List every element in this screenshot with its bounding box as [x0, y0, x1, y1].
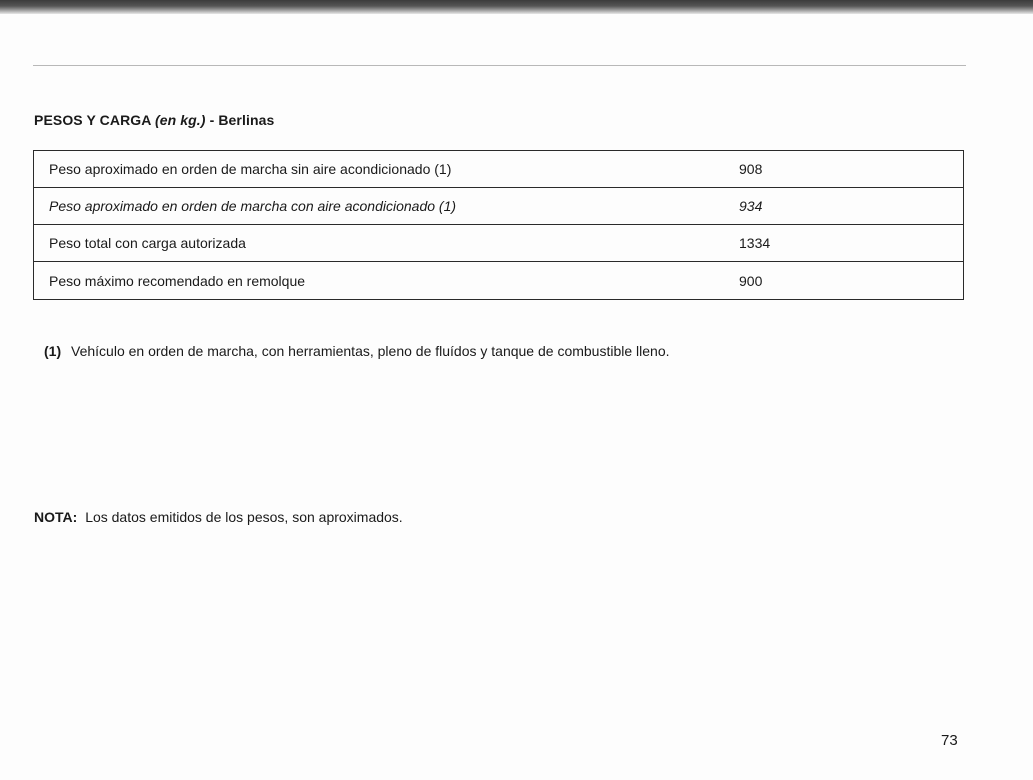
row-value: 1334 [739, 235, 771, 251]
note-text: Los datos emitidos de los pesos, son aproximados. [85, 509, 403, 525]
table-row [34, 151, 963, 188]
row-label: Peso aproximado en orden de marcha sin aire acondicionado (1) [49, 161, 452, 177]
note-label: NOTA: [34, 509, 78, 525]
footnote-marker: (1) [44, 343, 62, 359]
section-title-unit: (en kg.) [154, 112, 206, 128]
table-row [34, 225, 963, 262]
row-value: 934 [739, 198, 763, 214]
header-rule [33, 65, 966, 66]
page-top-edge [0, 0, 1033, 14]
row-value: 908 [739, 161, 763, 177]
page-number: 73 [941, 732, 958, 749]
table-row [34, 188, 963, 225]
note [34, 509, 403, 525]
section-title-main: PESOS Y CARGA [34, 112, 151, 128]
section-title [34, 112, 274, 128]
weights-table [33, 150, 964, 300]
row-label: Peso máximo recomendado en remolque [49, 272, 306, 289]
footnote-text: Vehículo en orden de marcha, con herramientas, pleno de fluídos y tanque de combustible lleno. [71, 343, 670, 359]
row-value: 900 [739, 272, 763, 289]
footnote [44, 343, 670, 359]
row-label: Peso total con carga autorizada [49, 235, 246, 251]
table-row [34, 262, 963, 299]
row-label: Peso aproximado en orden de marcha con aire acondicionado (1) [49, 198, 457, 214]
section-title-suffix: - Berlinas [209, 112, 275, 128]
